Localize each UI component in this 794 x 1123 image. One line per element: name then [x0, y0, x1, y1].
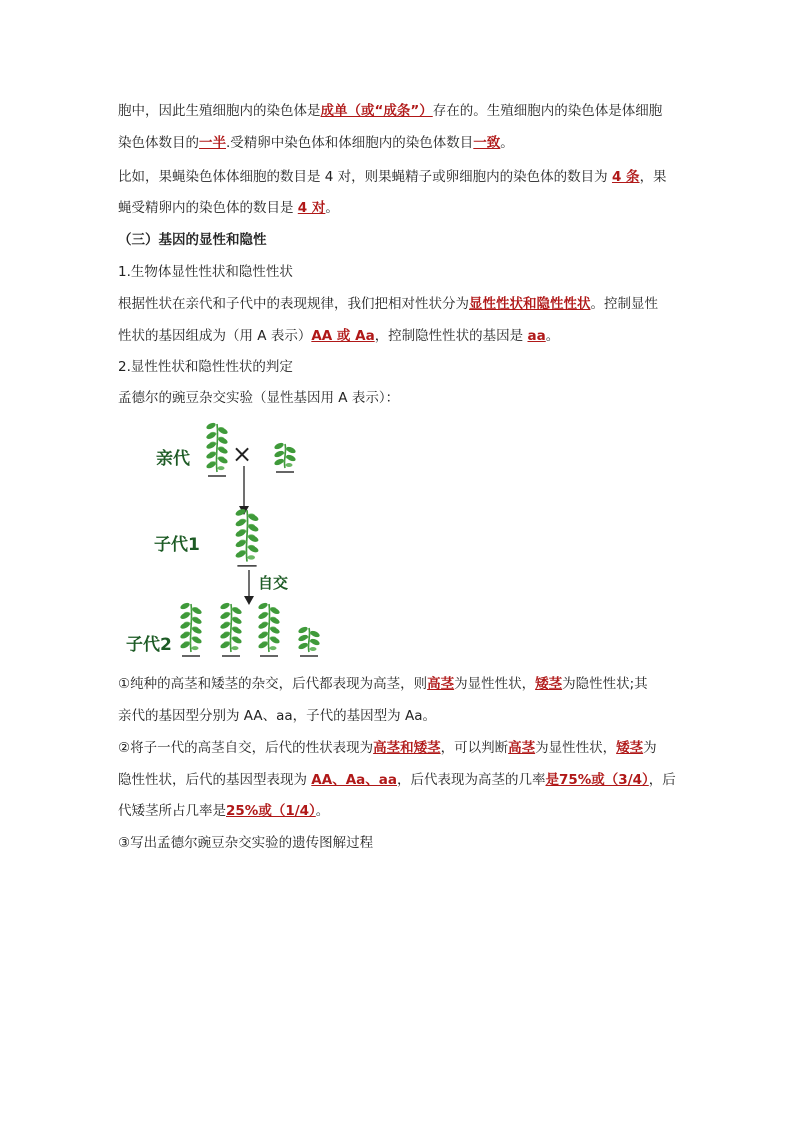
text-line [118, 328, 688, 344]
tall-plant-icon [176, 600, 206, 658]
answer-text: 矮茎 [535, 676, 563, 692]
body-text: 存在的。生殖细胞内的染色体是体细胞 [432, 103, 663, 119]
text-line [118, 296, 688, 312]
body-text: 。控制显性 [590, 296, 658, 312]
parent-label: 亲代 [156, 449, 190, 469]
body-text: .受精卵中染色体和体细胞内的染色体数目 [226, 135, 474, 151]
body-text: 为 [643, 740, 657, 756]
answer-text: 成单（或“成条”） [320, 103, 433, 119]
child1-label: 子代1 [154, 535, 200, 555]
cross-symbol: × [232, 440, 253, 468]
answer-text: 一致 [473, 135, 501, 151]
body-text: ，控制隐性性状的基因是 [374, 328, 528, 344]
body-text: 性状的基因组成为（用 A 表示） [118, 328, 312, 344]
body-text: ，果 [639, 169, 667, 185]
answer-text: 是75%或（3/4） [545, 772, 649, 788]
body-text: 为隐性性状;其 [562, 676, 648, 692]
body-text: ，后 [648, 772, 676, 788]
text-line [118, 390, 688, 406]
text-line [118, 772, 688, 788]
answer-text: 25%或（1/4） [226, 803, 316, 819]
selfing-label: 自交 [258, 574, 289, 592]
body-text: 蝇受精卵内的染色体的数目是 [118, 200, 298, 216]
answer-text: 4 条 [611, 169, 640, 185]
body-text: 比如，果蝇染色体体细胞的数目是 4 对，则果蝇精子或卵细胞内的染色体的数目为 [118, 169, 612, 185]
body-text: ，后代表现为高茎的几率 [396, 772, 546, 788]
short-plant-icon [270, 440, 300, 474]
text-line [118, 135, 688, 151]
body-text: 。 [545, 328, 560, 344]
body-text: 。 [315, 803, 330, 819]
body-text: 根据性状在亲代和子代中的表现规律，我们把相对性状分为 [118, 296, 469, 312]
answer-text: 4 对 [297, 200, 326, 216]
tall-plant-icon [254, 600, 284, 658]
section-heading [118, 232, 688, 248]
short-plant-icon [294, 624, 324, 658]
heading-text: （三）基因的显性和隐性 [118, 232, 267, 248]
body-text: 。 [325, 200, 339, 216]
text-line [118, 708, 688, 724]
text-line [118, 835, 688, 851]
answer-text: 高茎 [427, 676, 455, 692]
body-text: 为显性性状， [454, 676, 536, 692]
tall-plant-icon [216, 600, 246, 658]
body-text: ③写出孟德尔豌豆杂交实验的遗传图解过程 [118, 835, 374, 851]
answer-text: 一半 [199, 135, 226, 151]
body-text: ，可以判断 [440, 740, 509, 756]
body-text: 代矮茎所占几率是 [118, 803, 226, 819]
body-text: 孟德尔的豌豆杂交实验（显性基因用 A 表示）： [118, 390, 400, 406]
tall-plant-icon [202, 420, 232, 478]
subheading [118, 359, 688, 375]
body-text: 亲代的基因型分别为 AA、aa，子代的基因型为 Aa。 [118, 708, 436, 724]
text-line [118, 803, 688, 819]
text-line [118, 103, 688, 119]
text-line [118, 200, 688, 216]
body-text: 染色体数目的 [118, 135, 199, 151]
pea-cross-diagram [118, 410, 418, 670]
child2-label: 子代2 [126, 635, 172, 655]
body-text: 隐性性状，后代的基因型表现为 [118, 772, 312, 788]
tall-plant-icon [230, 506, 264, 568]
body-text: ①纯种的高茎和矮茎的杂交，后代都表现为高茎，则 [118, 676, 428, 692]
answer-text: 高茎和矮茎 [373, 740, 441, 756]
body-text: 胞中，因此生殖细胞内的染色体是 [118, 103, 321, 119]
text-line [118, 740, 688, 756]
text-line [118, 169, 688, 185]
body-text: 1.生物体显性性状和隐性性状 [118, 264, 293, 280]
answer-text: 高茎 [508, 740, 536, 756]
answer-text: aa [527, 328, 546, 344]
subheading [118, 264, 688, 280]
answer-text: 显性性状和隐性性状 [469, 296, 591, 312]
body-text: 为显性性状， [535, 740, 617, 756]
answer-text: AA 或 Aa [311, 328, 375, 344]
body-text: ②将子一代的高茎自交，后代的性状表现为 [118, 740, 374, 756]
body-text: 。 [500, 135, 514, 151]
answer-text: AA、Aa、aa [311, 772, 397, 788]
text-line [118, 676, 688, 692]
answer-text: 矮茎 [616, 740, 644, 756]
body-text: 2.显性性状和隐性性状的判定 [118, 359, 293, 375]
